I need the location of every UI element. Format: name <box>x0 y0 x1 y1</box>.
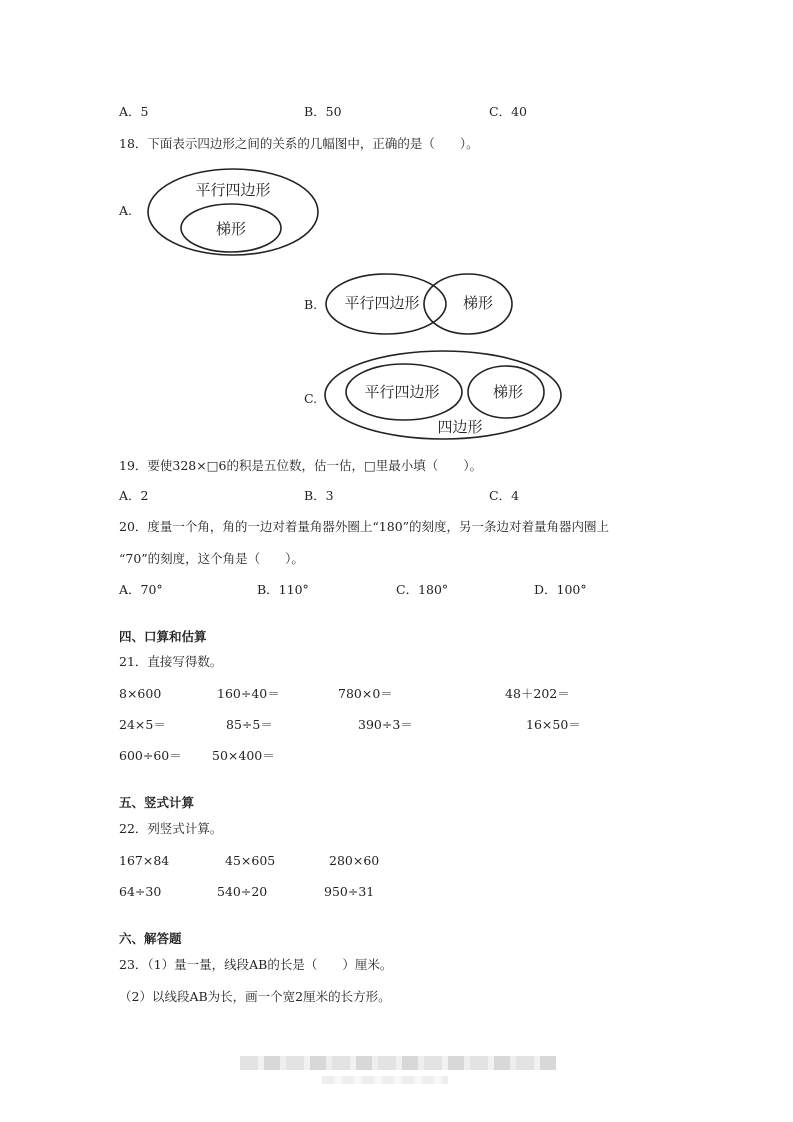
q18-stem: 18．下面表示四边形之间的关系的几幅图中，正确的是（ ）。 <box>119 136 479 151</box>
section6-title: 六、解答题 <box>119 931 182 946</box>
q21-item: 8×600 <box>119 686 162 701</box>
q18-b-left-label: 平行四边形 <box>344 294 420 312</box>
q21-item: 160÷40＝ <box>217 686 280 701</box>
q18-option-b-label: B. <box>304 297 318 312</box>
q21-item: 390÷3＝ <box>358 717 413 732</box>
q19-stem: 19．要使328×□6的积是五位数，估一估，□里最小填（ ）。 <box>119 458 483 473</box>
q20-option-a: A．70° <box>119 582 163 597</box>
q18-option-c-label: C. <box>304 391 318 406</box>
section4-title: 四、口算和估算 <box>119 629 207 644</box>
q22-item: 950÷31 <box>324 884 375 899</box>
q21-item: 24×5＝ <box>119 717 166 732</box>
q20-option-d: D．100° <box>534 582 587 597</box>
q18-c-left-label: 平行四边形 <box>364 383 440 401</box>
q18-diagram-c <box>322 348 572 444</box>
q18-c-right-label: 梯形 <box>492 383 524 401</box>
q22-item: 280×60 <box>329 853 380 868</box>
section5-title: 五、竖式计算 <box>119 795 195 810</box>
q17-option-a: A．5 <box>119 104 149 119</box>
q17-option-c: C．40 <box>489 104 527 119</box>
q22-item: 45×605 <box>225 853 276 868</box>
footer-watermark <box>240 1056 556 1070</box>
q20-stem-line2: “70”的刻度，这个角是（ ）。 <box>119 551 304 566</box>
q20-stem-line1: 20．度量一个角，角的一边对着量角器外圈上“180”的刻度，另一条边对着量角器内圈上 <box>119 519 610 534</box>
q20-option-c: C．180° <box>396 582 449 597</box>
q18-diagram-a <box>140 165 330 261</box>
q21-stem: 21．直接写得数。 <box>119 654 223 669</box>
q22-item: 540÷20 <box>217 884 268 899</box>
q21-item: 780×0＝ <box>338 686 393 701</box>
q17-option-b: B．50 <box>304 104 342 119</box>
q21-item: 50×400＝ <box>212 748 275 763</box>
q21-item: 85÷5＝ <box>226 717 273 732</box>
q18-diagram-b <box>322 270 522 340</box>
footer-watermark-sub <box>322 1076 448 1084</box>
q20-option-b: B．110° <box>257 582 309 597</box>
q23-line1: 23．（1）量一量，线段AB的长是（ ）厘米。 <box>119 957 393 972</box>
q18-a-inner-label: 梯形 <box>215 220 247 238</box>
q19-option-b: B．3 <box>304 488 334 503</box>
q18-option-a-label: A. <box>119 203 133 218</box>
q18-b-right-label: 梯形 <box>462 294 494 312</box>
q19-option-c: C．4 <box>489 488 520 503</box>
q22-item: 64÷30 <box>119 884 162 899</box>
q21-item: 600÷60＝ <box>119 748 182 763</box>
q18-c-outer-label: 四边形 <box>437 418 483 436</box>
q19-option-a: A．2 <box>119 488 149 503</box>
q22-stem: 22．列竖式计算。 <box>119 821 223 836</box>
q21-item: 16×50＝ <box>526 717 581 732</box>
q23-line2: （2）以线段AB为长，画一个宽2厘米的长方形。 <box>119 989 391 1004</box>
q21-item: 48＋202＝ <box>505 686 570 701</box>
q22-item: 167×84 <box>119 853 170 868</box>
q18-a-outer-label: 平行四边形 <box>195 181 271 199</box>
